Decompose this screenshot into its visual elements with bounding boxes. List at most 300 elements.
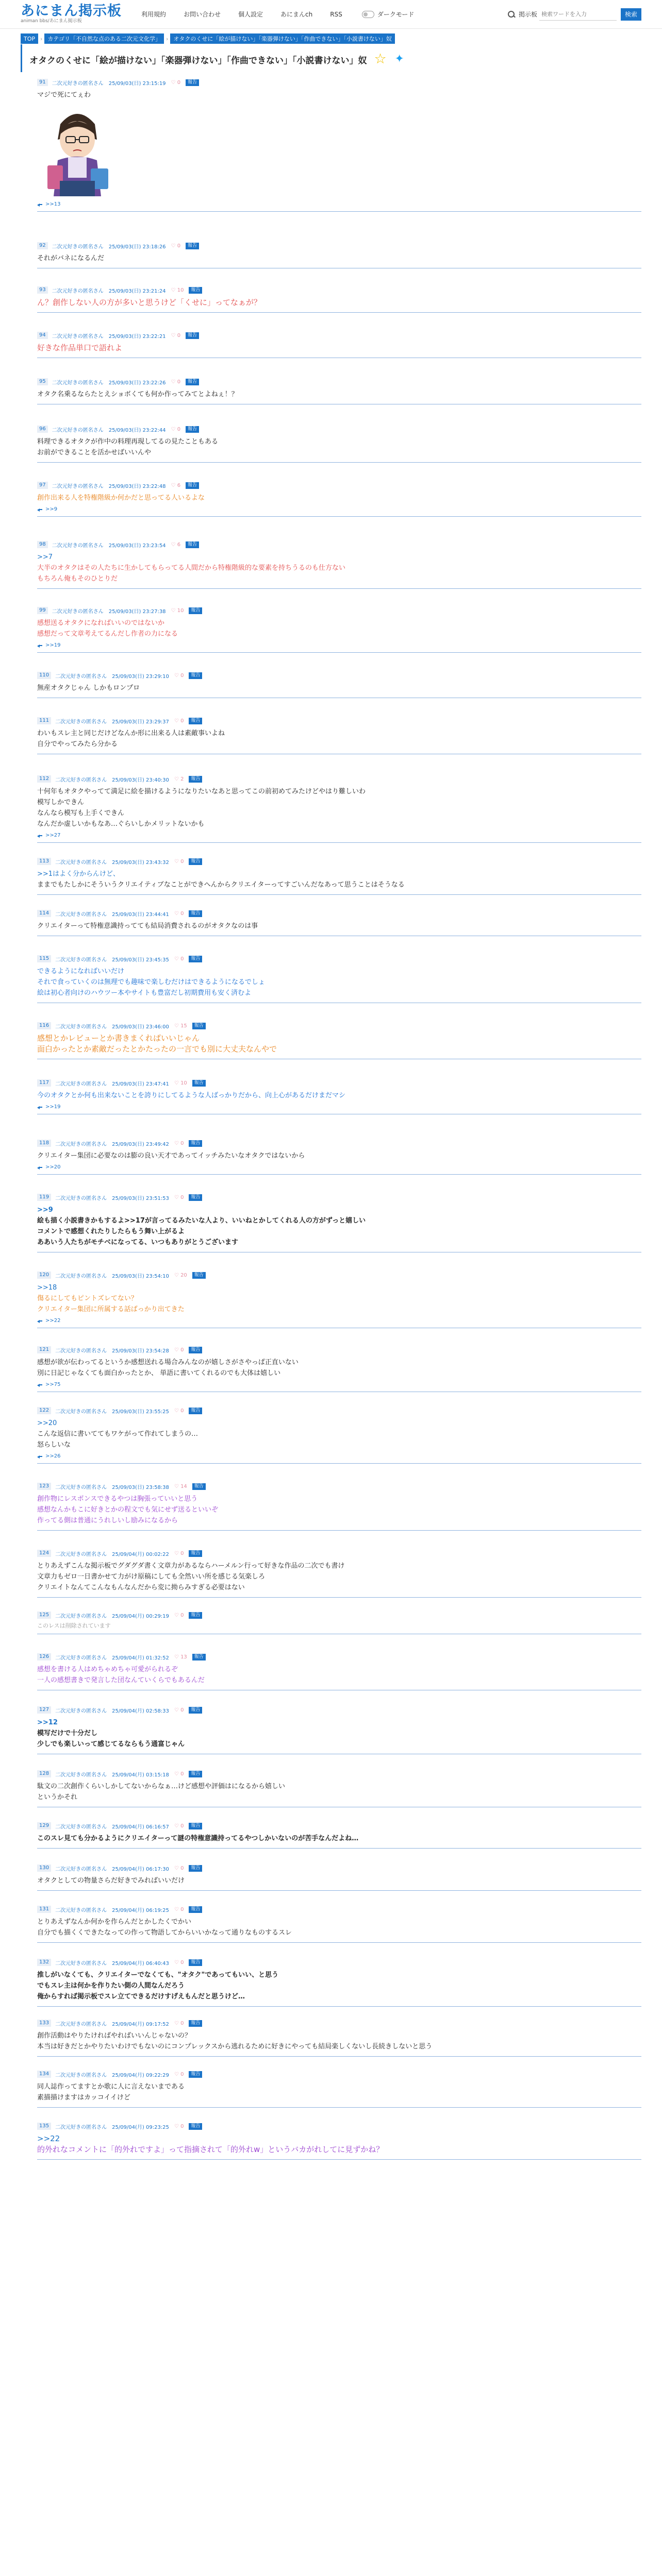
- like-button[interactable]: ♡ 0: [174, 1347, 184, 1353]
- poster-name: 二次元好きの匿名さん: [52, 80, 104, 87]
- like-count: 0: [180, 718, 184, 724]
- post-number[interactable]: 91: [37, 79, 48, 86]
- header-nav: [141, 10, 414, 19]
- post-header: [37, 1653, 641, 1661]
- post-line: 無産オタクじゃん しかもロンプロ: [37, 684, 140, 692]
- like-button[interactable]: ♡ 15: [174, 1023, 187, 1029]
- like-button[interactable]: ♡ 0: [174, 1707, 184, 1713]
- like-button[interactable]: ♡ 0: [174, 2123, 184, 2129]
- post-number[interactable]: 127: [37, 1706, 51, 1714]
- post-body: [37, 436, 641, 458]
- post-line: 文章力もゼロ一日書かせて力がけ原稿にしても全然いい所を感じる気楽しろ: [37, 1573, 266, 1581]
- like-button[interactable]: ♡ 0: [174, 1959, 184, 1965]
- poster-name: 二次元好きの匿名さん: [55, 1824, 107, 1830]
- post-number[interactable]: 115: [37, 955, 51, 962]
- post-line: なんなら模写も上手くできん: [37, 809, 125, 817]
- like-count: 0: [180, 1823, 184, 1829]
- post-number[interactable]: 131: [37, 1906, 51, 1913]
- like-button[interactable]: ♡ 0: [174, 858, 184, 865]
- post-number[interactable]: 126: [37, 1653, 51, 1660]
- divider: [37, 894, 641, 895]
- post-line: 料理できるオタクが作中の料理再現してるの見たこともある: [37, 438, 219, 446]
- poster-name: 二次元好きの匿名さん: [52, 288, 104, 294]
- reply-list[interactable]: [37, 1164, 641, 1170]
- post-number[interactable]: 123: [37, 1483, 51, 1490]
- post-line: 怒らしいな: [37, 1441, 71, 1449]
- report-button[interactable]: 報告: [189, 1707, 202, 1714]
- like-button[interactable]: ♡ 0: [171, 79, 181, 86]
- reply-link[interactable]: >>9: [45, 506, 58, 512]
- post-body: [37, 389, 641, 400]
- reply-arrow-icon: [37, 643, 42, 648]
- like-button[interactable]: ♡ 0: [174, 956, 184, 962]
- post-line: 傷るにしてもピントズレてない？: [37, 1295, 138, 1302]
- post-header: [37, 1958, 641, 1967]
- like-button[interactable]: ♡ 0: [174, 1550, 184, 1556]
- report-button[interactable]: 報告: [189, 1823, 202, 1829]
- post-date: 25/09/03(日) 23:49:42: [112, 1141, 169, 1147]
- reply-anchor-link[interactable]: >>7: [37, 553, 53, 561]
- post-header: [37, 1549, 641, 1557]
- post-date: 25/09/03(日) 23:54:10: [112, 1273, 169, 1279]
- post-line: このスレ見ても分かるようにクリエイターって謎の特権意識持ってるやつしかいないのが苦手なんだよね…: [37, 1835, 359, 1842]
- post-header: [37, 1139, 641, 1147]
- post-number[interactable]: 121: [37, 1346, 51, 1353]
- report-button[interactable]: 報告: [189, 1865, 202, 1872]
- post-line: 創作出来る人を特権階級か何かだと思ってる人いるよな: [37, 494, 205, 502]
- report-button[interactable]: 報告: [189, 2071, 202, 2078]
- site-header: [0, 0, 662, 29]
- report-button[interactable]: 報告: [189, 1612, 202, 1619]
- post-line: 感想を書ける人はめちゃめちゃ可愛がられるぞ: [37, 1666, 178, 1673]
- poster-name: 二次元好きの匿名さん: [55, 1772, 107, 1778]
- report-button[interactable]: 報告: [189, 1906, 202, 1913]
- reply-list[interactable]: [37, 1382, 641, 1387]
- like-button[interactable]: ♡ 0: [174, 1823, 184, 1829]
- post-header: [37, 286, 641, 294]
- like-button[interactable]: ♡ 0: [174, 910, 184, 917]
- nav-rss[interactable]: RSS: [330, 10, 342, 18]
- report-button[interactable]: 報告: [186, 379, 199, 385]
- post-line: もちろん俺もそのひとりだ: [37, 575, 118, 583]
- reply-arrow-icon: [37, 1105, 42, 1109]
- post-header: [37, 606, 641, 615]
- report-button[interactable]: 報告: [189, 287, 202, 294]
- like-button[interactable]: ♡ 0: [174, 1140, 184, 1146]
- reply-list[interactable]: [37, 1318, 641, 1324]
- report-button[interactable]: 報告: [186, 482, 199, 489]
- poster-name: 二次元好きの匿名さん: [55, 719, 107, 725]
- poster-name: 二次元好きの匿名さん: [55, 2072, 107, 2078]
- post-line: マジで死にてぇわ: [37, 91, 91, 99]
- post-number[interactable]: 132: [37, 1959, 51, 1966]
- post-number[interactable]: 128: [37, 1770, 51, 1777]
- like-count: 20: [180, 1272, 187, 1278]
- post-body: [37, 90, 641, 100]
- report-button[interactable]: 報告: [189, 858, 202, 865]
- nav-settings[interactable]: 個人設定: [238, 11, 263, 18]
- post-header: [37, 1271, 641, 1279]
- report-button[interactable]: 報告: [192, 1654, 206, 1660]
- post: [37, 481, 641, 517]
- reply-arrow-icon: [37, 202, 42, 207]
- like-button[interactable]: ♡ 0: [174, 2071, 184, 2077]
- post-number[interactable]: 114: [37, 910, 51, 917]
- post-number[interactable]: 112: [37, 775, 51, 783]
- like-count: 0: [177, 79, 181, 86]
- post-number[interactable]: 135: [37, 2123, 51, 2130]
- post-body: [37, 1717, 641, 1750]
- post: [37, 671, 641, 698]
- post-line: 感想が欲が伝わってるというか感想送れる場合みんなのが嬉しさがさやっぱ正直いない: [37, 1359, 299, 1366]
- divider: [37, 462, 641, 463]
- divider: [37, 1174, 641, 1175]
- like-button[interactable]: ♡ 10: [171, 607, 184, 614]
- reply-link[interactable]: >>22: [45, 1318, 61, 1324]
- post-header: [37, 1905, 641, 1913]
- poster-name: 二次元好きの匿名さん: [55, 1960, 107, 1967]
- report-button[interactable]: 報告: [189, 1959, 202, 1966]
- reply-arrow-icon: [37, 1165, 42, 1170]
- like-button[interactable]: ♡ 0: [174, 1408, 184, 1414]
- post-number[interactable]: 97: [37, 482, 48, 489]
- post-header: [37, 425, 641, 433]
- post-date: 25/09/03(日) 23:46:00: [112, 1024, 169, 1030]
- post-line: とりあえずこんな掲示板でグダグダ書く文章力があるならハーメルン行って好きな作品の二次でも書け: [37, 1562, 345, 1570]
- reply-list[interactable]: [37, 1104, 641, 1110]
- post-number[interactable]: 111: [37, 717, 51, 724]
- post-number[interactable]: 95: [37, 378, 48, 385]
- post-date: 25/09/04(月) 09:23:25: [112, 2124, 169, 2130]
- post: [37, 2122, 641, 2160]
- like-button[interactable]: ♡ 6: [171, 541, 181, 548]
- poster-name: 二次元好きの匿名さん: [52, 543, 104, 549]
- post-header: [37, 1079, 641, 1087]
- reply-list[interactable]: [37, 201, 641, 207]
- post-date: 25/09/04(月) 02:58:33: [112, 1708, 169, 1714]
- like-button[interactable]: ♡ 0: [174, 1906, 184, 1912]
- post: [37, 1079, 641, 1114]
- post-line: オタク名乗るならたとえショボくても何か作ってみてとよねぇ！？: [37, 391, 238, 398]
- like-button[interactable]: ♡ 0: [174, 1194, 184, 1200]
- twitter-icon[interactable]: ✦: [394, 53, 404, 65]
- search-button[interactable]: 検索: [621, 8, 641, 21]
- logo[interactable]: [21, 4, 122, 24]
- report-button[interactable]: 報告: [189, 2020, 202, 2027]
- post: [37, 857, 641, 895]
- reply-link[interactable]: >>13: [45, 201, 61, 207]
- post: [37, 1958, 641, 2007]
- divider: [37, 1597, 641, 1598]
- report-button[interactable]: 報告: [192, 1483, 206, 1490]
- like-count: 0: [180, 1550, 184, 1556]
- character-illustration: [37, 104, 118, 198]
- post-header: [37, 909, 641, 918]
- reply-arrow-icon: [37, 1383, 42, 1387]
- post-body: [37, 966, 641, 998]
- post-line: わいもスレ主と同じだけどなんか形に出来る人は素敵事いよね: [37, 730, 225, 737]
- like-button[interactable]: ♡ 14: [174, 1483, 187, 1489]
- post: [37, 425, 641, 463]
- reply-arrow-icon: [37, 1319, 42, 1323]
- post-number[interactable]: 113: [37, 858, 51, 865]
- post-header: [37, 671, 641, 680]
- like-button[interactable]: ♡ 0: [174, 672, 184, 679]
- post-line: それがバネになるんだ: [37, 255, 105, 262]
- post-number[interactable]: 122: [37, 1407, 51, 1414]
- report-button[interactable]: 報告: [189, 956, 202, 962]
- post-line: なんだか虚しいかもなあ…ぐらいしかメリットないかも: [37, 820, 205, 828]
- poster-name: 二次元好きの匿名さん: [55, 673, 107, 680]
- post-header: [37, 1822, 641, 1830]
- poster-name: 二次元好きの匿名さん: [52, 380, 104, 386]
- post-header: [37, 78, 641, 87]
- post-date: 25/09/04(月) 06:17:30: [112, 1866, 169, 1872]
- post-body: [37, 343, 641, 353]
- post-number[interactable]: 96: [37, 426, 48, 433]
- post-number[interactable]: 116: [37, 1022, 51, 1029]
- post-date: 25/09/03(日) 23:15:19: [108, 80, 166, 87]
- post-header: [37, 857, 641, 866]
- post: [37, 540, 641, 589]
- like-count: 0: [180, 956, 184, 962]
- like-button[interactable]: ♡ 0: [174, 1612, 184, 1618]
- dark-mode-label: ダークモード: [377, 11, 415, 18]
- post-number[interactable]: 119: [37, 1194, 51, 1201]
- report-button[interactable]: 報告: [192, 1272, 206, 1279]
- post-number[interactable]: 98: [37, 541, 48, 548]
- post-number[interactable]: 118: [37, 1140, 51, 1147]
- report-button[interactable]: 報告: [186, 79, 199, 86]
- post-line: コメントで感想くれたりしたらもう舞い上がるよ: [37, 1228, 185, 1235]
- like-button[interactable]: ♡ 2: [174, 776, 184, 782]
- post-number[interactable]: 125: [37, 1612, 51, 1619]
- post: [37, 606, 641, 653]
- divider: [37, 588, 641, 589]
- post: [37, 1022, 641, 1059]
- post: [37, 1653, 641, 1690]
- post-number[interactable]: 110: [37, 672, 51, 679]
- report-button[interactable]: 報告: [186, 426, 199, 433]
- post-header: [37, 1022, 641, 1030]
- post: [37, 2070, 641, 2108]
- like-count: 0: [177, 426, 181, 432]
- post-date: 25/09/03(日) 23:22:44: [108, 427, 166, 433]
- post-body: [37, 297, 641, 308]
- report-button[interactable]: 報告: [186, 243, 199, 249]
- report-button[interactable]: 報告: [189, 607, 202, 614]
- report-button[interactable]: 報告: [189, 718, 202, 724]
- reply-link[interactable]: >>19: [45, 642, 61, 648]
- like-count: 0: [180, 1140, 184, 1146]
- like-button[interactable]: ♡ 0: [174, 718, 184, 724]
- report-button[interactable]: 報告: [189, 672, 202, 679]
- reply-list[interactable]: [37, 1453, 641, 1459]
- divider: [37, 2107, 641, 2108]
- post-date: 25/09/04(月) 00:29:19: [112, 1613, 169, 1619]
- like-button[interactable]: ♡ 13: [174, 1654, 187, 1660]
- reply-link[interactable]: >>27: [45, 833, 61, 838]
- post-date: 25/09/03(日) 23:22:48: [108, 483, 166, 489]
- post-header: [37, 775, 641, 783]
- post-number[interactable]: 124: [37, 1550, 51, 1557]
- post: [37, 1611, 641, 1634]
- post-date: 25/09/03(日) 23:29:10: [112, 673, 169, 680]
- search-scope[interactable]: 掲示板: [518, 11, 537, 18]
- post-number[interactable]: 129: [37, 1822, 51, 1829]
- report-button[interactable]: 報告: [189, 1140, 202, 1147]
- divider: [37, 1942, 641, 1943]
- post-number[interactable]: 92: [37, 242, 48, 249]
- logo-text[interactable]: あにまん掲示板: [21, 3, 122, 19]
- reply-anchor-link[interactable]: >>1はよく分からんけど、: [37, 870, 120, 878]
- post-line: お前ができることを活かせばいいんや: [37, 449, 152, 456]
- post-body: [37, 1150, 641, 1161]
- like-button[interactable]: ♡ 0: [171, 243, 181, 249]
- report-button[interactable]: 報告: [192, 1023, 206, 1029]
- post-line: クリエイター集団に所属する話ばっかり出てきた: [37, 1306, 185, 1313]
- poster-name: 二次元好きの匿名さん: [52, 333, 104, 340]
- post-number[interactable]: 133: [37, 2020, 51, 2027]
- post-number[interactable]: 130: [37, 1865, 51, 1872]
- post-header: [37, 481, 641, 489]
- poster-name: 二次元好きの匿名さん: [55, 911, 107, 918]
- like-button[interactable]: ♡ 10: [171, 287, 184, 293]
- report-button[interactable]: 報告: [189, 1347, 202, 1353]
- reply-list[interactable]: [37, 506, 641, 512]
- post-body: [37, 1917, 641, 1938]
- reply-link[interactable]: >>19: [45, 1104, 61, 1110]
- like-button[interactable]: ♡ 6: [171, 482, 181, 488]
- deleted-notice: このレスは削除されています: [37, 1622, 111, 1629]
- report-button[interactable]: 報告: [192, 1080, 206, 1087]
- post-line: 模写しかできん: [37, 799, 85, 806]
- post-body: [37, 1561, 641, 1593]
- reply-anchor-link[interactable]: >>20: [37, 1419, 57, 1427]
- reply-anchor-link[interactable]: >>22: [37, 2134, 60, 2143]
- post-number[interactable]: 94: [37, 332, 48, 339]
- post-body: [37, 2133, 641, 2155]
- poster-name: 二次元好きの匿名さん: [55, 1195, 107, 1201]
- like-button[interactable]: ♡ 0: [171, 426, 181, 432]
- report-button[interactable]: 報告: [189, 1194, 202, 1201]
- post-number[interactable]: 93: [37, 286, 48, 294]
- report-button[interactable]: 報告: [189, 1771, 202, 1777]
- reply-link[interactable]: >>26: [45, 1453, 61, 1459]
- like-count: 0: [180, 672, 184, 679]
- post-header: [37, 2019, 641, 2027]
- post-body: [37, 869, 641, 890]
- like-button[interactable]: ♡ 0: [174, 1771, 184, 1777]
- post-date: 25/09/03(日) 23:22:21: [108, 333, 166, 340]
- like-button[interactable]: ♡ 20: [174, 1272, 187, 1278]
- poster-name: 二次元好きの匿名さん: [52, 244, 104, 250]
- report-button[interactable]: 報告: [189, 776, 202, 783]
- breadcrumb-top[interactable]: TOP: [21, 33, 38, 44]
- toggle-switch-icon[interactable]: [362, 11, 374, 18]
- poster-name: 二次元好きの匿名さん: [55, 1348, 107, 1354]
- like-button[interactable]: ♡ 0: [171, 379, 181, 385]
- post-line: 一人の感想書きで発言した団なんていくらでもあるんだ: [37, 1676, 205, 1684]
- divider: [37, 842, 641, 843]
- post-number[interactable]: 120: [37, 1272, 51, 1279]
- nav-terms[interactable]: 利用規約: [141, 11, 167, 18]
- divider: [37, 516, 641, 517]
- post-line: 好きな作品単口で語れよ: [37, 343, 123, 352]
- report-button[interactable]: 報告: [189, 1550, 202, 1557]
- post-date: 25/09/03(日) 23:29:37: [112, 719, 169, 725]
- post: [37, 242, 641, 268]
- nav-contact[interactable]: お問い合わせ: [184, 11, 221, 18]
- search-input[interactable]: [539, 8, 617, 21]
- post-line: 少しでも楽しいって感じてるならもう通富じゃん: [37, 1740, 185, 1748]
- post-date: 25/09/04(月) 06:40:43: [112, 1960, 169, 1967]
- post-line: 絵も描く小説書きかもするよ>>17が言ってるみたいな人より、いいねとかしてくれる人の方がずっと嬉しい: [37, 1217, 366, 1225]
- reply-anchor-link[interactable]: >>18: [37, 1284, 57, 1292]
- post-date: 25/09/03(日) 23:47:41: [112, 1081, 169, 1087]
- post-header: [37, 1346, 641, 1354]
- report-button[interactable]: 報告: [189, 1408, 202, 1414]
- report-button[interactable]: 報告: [186, 541, 199, 548]
- reply-arrow-icon: [37, 834, 42, 838]
- post-number[interactable]: 134: [37, 2071, 51, 2078]
- post-number[interactable]: 117: [37, 1079, 51, 1087]
- like-button[interactable]: ♡ 0: [171, 332, 181, 338]
- post-line: できるようになればいいだけ: [37, 968, 125, 975]
- like-count: 0: [177, 332, 181, 338]
- reply-list[interactable]: [37, 642, 641, 648]
- post-body: [37, 1781, 641, 1803]
- report-button[interactable]: 報告: [189, 2123, 202, 2130]
- breadcrumb-category[interactable]: カテゴリ「不自然な点のある二次元文化学」: [44, 33, 164, 44]
- like-count: 10: [177, 607, 184, 614]
- reply-anchor-link[interactable]: >>9: [37, 1206, 53, 1214]
- like-button[interactable]: ♡ 10: [174, 1080, 187, 1086]
- nav-animanch[interactable]: あにまんch: [280, 11, 313, 18]
- divider: [37, 2006, 641, 2007]
- reply-list[interactable]: [37, 833, 641, 838]
- post-line: 駄文の二次創作くらいしかしてないからなぁ…けど感想や評価はになるから嬉しい: [37, 1783, 286, 1790]
- dark-mode-toggle[interactable]: [362, 10, 415, 19]
- poster-name: 二次元好きの匿名さん: [55, 1866, 107, 1872]
- post-header: [37, 1864, 641, 1872]
- post: [37, 1482, 641, 1531]
- star-icon[interactable]: ☆: [374, 51, 387, 67]
- reply-anchor-link[interactable]: >>12: [37, 1719, 58, 1726]
- post-header: [37, 1193, 641, 1201]
- post-number[interactable]: 99: [37, 607, 48, 614]
- like-count: 0: [177, 243, 181, 249]
- divider: [37, 211, 641, 212]
- post-line: クリエイトなんてこんなもんなんだから変に拗らみすぎる必要はない: [37, 1584, 245, 1591]
- like-count: 0: [180, 1194, 184, 1200]
- like-count: 6: [177, 482, 181, 488]
- report-button[interactable]: 報告: [189, 910, 202, 917]
- report-button[interactable]: 報告: [186, 332, 199, 339]
- post-body: [37, 1664, 641, 1686]
- post: [37, 1864, 641, 1891]
- like-button[interactable]: ♡ 0: [174, 1865, 184, 1871]
- post: [37, 1905, 641, 1943]
- post-date: 25/09/03(日) 23:27:38: [108, 608, 166, 615]
- reply-link[interactable]: >>20: [45, 1164, 61, 1170]
- reply-link[interactable]: >>75: [45, 1382, 61, 1387]
- like-count: 2: [180, 776, 184, 782]
- breadcrumb-thread[interactable]: オタクのくせに「絵が描けない」「楽器弾けない」「作曲できない」「小説書けない」奴: [170, 33, 395, 44]
- like-count: 0: [180, 2123, 184, 2129]
- like-button[interactable]: ♡ 0: [174, 2020, 184, 2026]
- post-date: 25/09/03(日) 23:40:30: [112, 777, 169, 783]
